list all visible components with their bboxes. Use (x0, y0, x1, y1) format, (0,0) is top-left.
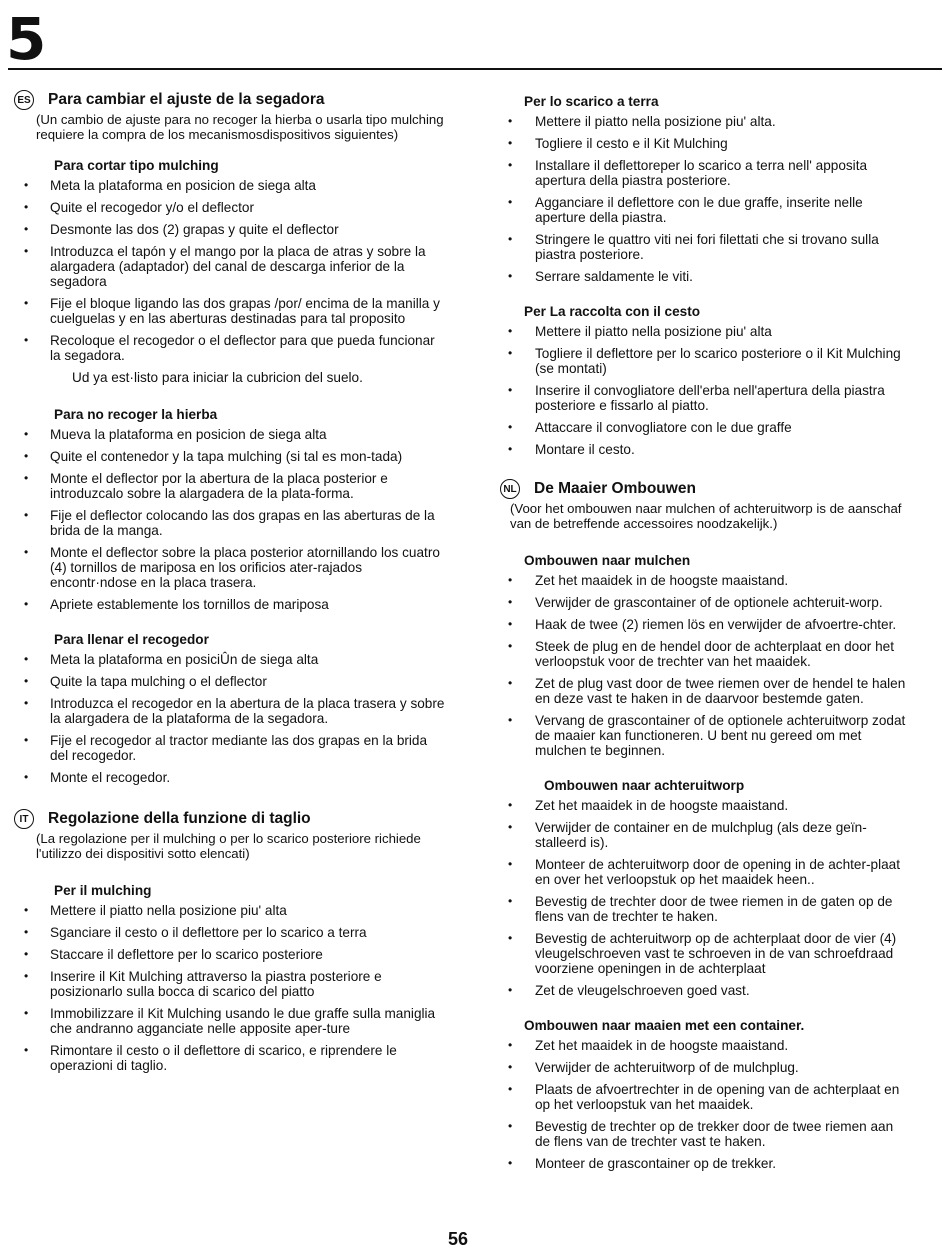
list-item: • Mettere il piatto nella posizione piu' alta (500, 324, 908, 339)
section-it (14, 809, 446, 1073)
list-item: • Monte el deflector sobre la placa posterior atornillando los cuatro (4) tornillos de mariposa en los orificios ater-rajados encontr·ndose en la placa trasera. (14, 545, 446, 590)
language-es-icon: ES (14, 90, 34, 110)
it-sub3-title: Per La raccolta con il cesto (524, 304, 701, 319)
list-item: • Steek de plug en de hendel door de achterplaat en door het verloopstuk voor de trechter van het maaidek. (500, 639, 908, 669)
list-item: • Mettere il piatto nella posizione piu' alta. (500, 114, 908, 129)
list-item: • Bevestig de trechter op de trekker door de twee riemen aan de flens van de trechter vast te haken. (500, 1119, 908, 1149)
it-sub1-list (14, 903, 446, 1073)
left-column (14, 90, 446, 1080)
list-item: • Haak de twee (2) riemen lös en verwijder de afvoertre-chter. (500, 617, 908, 632)
list-item: • Plaats de afvoertrechter in de opening van de achterplaat en op het verloopstuk van het maaidek. (500, 1082, 908, 1112)
es-sub2-title: Para no recoger la hierba (54, 407, 218, 422)
header-rule (8, 68, 942, 70)
it-sub1-title: Per il mulching (54, 883, 152, 898)
section-nl-title: De Maaier Ombouwen (534, 480, 696, 497)
list-item: • Verwijder de grascontainer of de optionele achteruit-worp. (500, 595, 908, 610)
list-item: • Mettere il piatto nella posizione piu' alta (14, 903, 446, 918)
list-item: • Desmonte las dos (2) grapas y quite el deflector (14, 222, 446, 237)
list-item: • Staccare il deflettore per lo scarico posteriore (14, 947, 446, 962)
list-item: • Fije el bloque ligando las dos grapas /por/ encima de la manilla y cuelguelas y en las aberturas destinadas para tal proposito (14, 296, 446, 326)
nl-sub2-title: Ombouwen naar achteruitworp (544, 778, 745, 793)
nl-sub3-title: Ombouwen naar maaien met een container. (524, 1018, 805, 1033)
section-es-header (14, 90, 446, 110)
list-item: • Vervang de grascontainer of de optionele achteruitworp zodat de maaier kan functioneren. U bent nu gereed om met mulchen te beginnen. (500, 713, 908, 758)
list-item: • Monteer de achteruitworp door de opening in de achter-plaat en over het verloopstuk op het maaidek heen.. (500, 857, 908, 887)
list-item: • Fije el recogedor al tractor mediante las dos grapas en la brida del recogedor. (14, 733, 446, 763)
list-item: • Introduzca el recogedor en la abertura de la placa trasera y sobre la alargadera de la plataforma de la segadora. (14, 696, 446, 726)
list-item: • Montare il cesto. (500, 442, 908, 457)
nl-sub1-list (500, 573, 908, 758)
list-item: • Recoloque el recogedor o el deflector para que pueda funcionar la segadora. (14, 333, 446, 363)
section-es (14, 90, 446, 785)
it-sub2-title: Per lo scarico a terra (524, 94, 659, 109)
list-item: • Meta la plataforma en posicion de siega alta (14, 178, 446, 193)
right-column (500, 94, 908, 1178)
list-item: • Agganciare il deflettore con le due graffe, inserite nelle aperture della piastra. (500, 195, 908, 225)
list-item: • Verwijder de container en de mulchplug (als deze geïn-stalleerd is). (500, 820, 908, 850)
it-sub2-list (500, 114, 908, 284)
list-item: • Rimontare il cesto o il deflettore di scarico, e riprendere le operazioni di taglio. (14, 1043, 446, 1073)
es-sub1-title: Para cortar tipo mulching (54, 158, 219, 173)
list-item: • Fije el deflector colocando las dos grapas en las aberturas de la brida de la manga. (14, 508, 446, 538)
list-item: • Togliere il deflettore per lo scarico posteriore o il Kit Mulching (se montati) (500, 346, 908, 376)
list-item: • Monte el deflector por la abertura de la placa posterior e introduzcalo sobre la alargadera de la plata-forma. (14, 471, 446, 501)
section-es-title: Para cambiar el ajuste de la segadora (48, 91, 325, 108)
list-item: • Zet het maaidek in de hoogste maaistand. (500, 798, 908, 813)
list-item: • Verwijder de achteruitworp of de mulchplug. (500, 1060, 908, 1075)
it-sub3-list (500, 324, 908, 457)
list-item: • Togliere il cesto e il Kit Mulching (500, 136, 908, 151)
list-item: • Installare il deflettoreper lo scarico a terra nell' apposita apertura della piastra posteriore. (500, 158, 908, 188)
section-it-intro: (La regolazione per il mulching o per lo scarico posteriore richiede l'utilizzo dei dispositivi sotto elencati) (36, 831, 421, 861)
nl-sub2-list (500, 798, 908, 998)
es-sub2-list (14, 427, 446, 612)
section-it-header (14, 809, 446, 829)
list-item: • Sganciare il cesto o il deflettore per lo scarico a terra (14, 925, 446, 940)
list-item: • Quite la tapa mulching o el deflector (14, 674, 446, 689)
list-item: • Zet de vleugelschroeven goed vast. (500, 983, 908, 998)
list-item: • Stringere le quattro viti nei fori filettati che si trovano sulla piastra posteriore. (500, 232, 908, 262)
list-item: • Inserire il Kit Mulching attraverso la piastra posteriore e posizionarlo sulla bocca di scarico del piatto (14, 969, 446, 999)
list-item: • Bevestig de trechter door de twee riemen in de gaten op de flens van de trechter te haken. (500, 894, 908, 924)
list-item: • Immobilizzare il Kit Mulching usando le due graffe sulla maniglia che andranno agganciate nelle apposite aper-ture (14, 1006, 446, 1036)
list-item: • Quite el contenedor y la tapa mulching (si tal es mon-tada) (14, 449, 446, 464)
es-sub3-list (14, 652, 446, 785)
list-item: • Serrare saldamente le viti. (500, 269, 908, 284)
es-sub1-list (14, 178, 446, 363)
language-it-icon: IT (14, 809, 34, 829)
section-nl (500, 479, 908, 1171)
list-item: • Quite el recogedor y/o el deflector (14, 200, 446, 215)
es-sub3-title: Para llenar el recogedor (54, 632, 209, 647)
list-item: • Bevestig de achteruitworp op de achterplaat door de vier (4) vleugelschroeven vast te schroeven in de van schroefdraad voorziene openingen in de achterplaat (500, 931, 908, 976)
list-item: • Attaccare il convogliatore con le due graffe (500, 420, 908, 435)
section-es-intro: (Un cambio de ajuste para no recoger la hierba o usarla tipo mulching requiere la compra de los mecanismosdispositivos siguientes) (36, 112, 444, 142)
list-item: • Zet de plug vast door de twee riemen over de hendel te halen en deze vast te haken in de daarvoor bestemde gaten. (500, 676, 908, 706)
list-item: • Zet het maaidek in de hoogste maaistand. (500, 573, 908, 588)
list-item: • Apriete establemente los tornillos de mariposa (14, 597, 446, 612)
list-item: • Monteer de grascontainer op de trekker. (500, 1156, 908, 1171)
section-nl-intro: (Voor het ombouwen naar mulchen of achteruitworp is de aanschaf van de betreffende accessoires noodzakelijk.) (510, 501, 902, 531)
es-sub1-note: Ud ya est·listo para iniciar la cubricion del suelo. (72, 370, 363, 385)
chapter-number: 5 (6, 5, 47, 73)
list-item: • Zet het maaidek in de hoogste maaistand. (500, 1038, 908, 1053)
list-item: • Meta la plataforma en posiciÛn de siega alta (14, 652, 446, 667)
list-item: • Introduzca el tapón y el mango por la placa de atras y sobre la alargadera (adaptador) del canal de descarga inferior de la segadora (14, 244, 446, 289)
page-number: 56 (448, 1229, 469, 1249)
list-item: • Inserire il convogliatore dell'erba nell'apertura della piastra posteriore e fissarlo al piatto. (500, 383, 908, 413)
section-nl-header (500, 479, 908, 499)
nl-sub3-list (500, 1038, 908, 1171)
section-it-title: Regolazione della funzione di taglio (48, 810, 311, 827)
list-item: • Mueva la plataforma en posicion de siega alta (14, 427, 446, 442)
nl-sub1-title: Ombouwen naar mulchen (524, 553, 691, 568)
language-nl-icon: NL (500, 479, 520, 499)
list-item: • Monte el recogedor. (14, 770, 446, 785)
